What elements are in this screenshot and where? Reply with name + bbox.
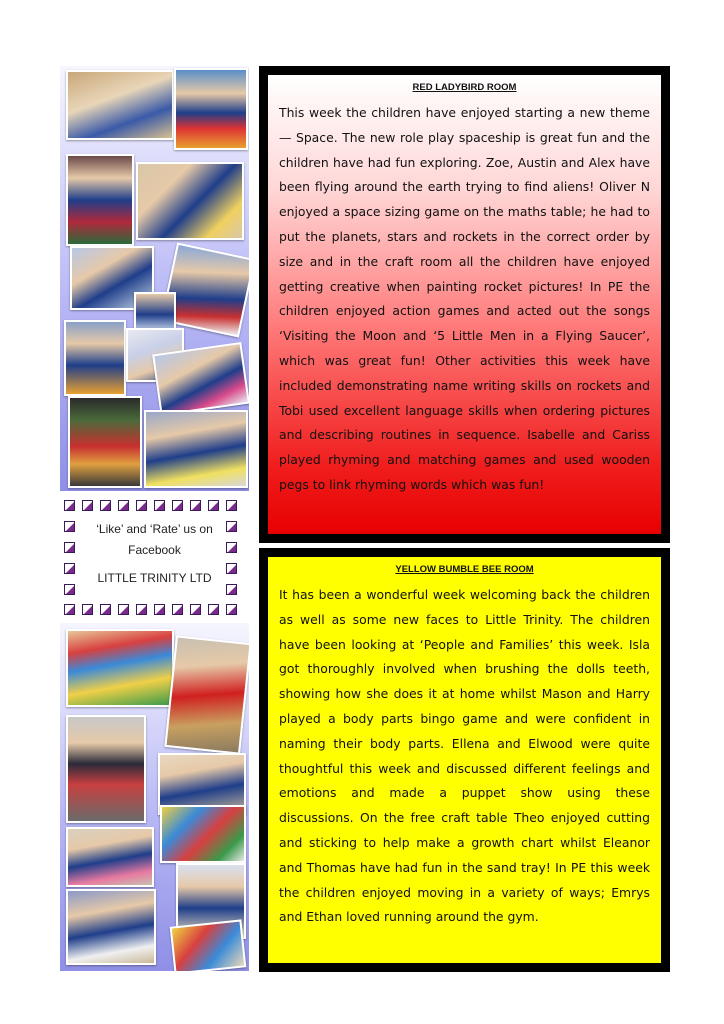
yellow-room-body: It has been a wonderful week welcoming back the children as well as some new faces to Little Trinity. The children have been looking at ‘People and Families’ this week. Isla got thoroughly involved when brushing the dolls teeth, showing how she does it at home whilst Mason and Harry played a body parts bingo game and were confident in naming their body parts. Ellena and Elwood were quite thoughtful this week and discussed different feelings and emotions and made a puppet show using these discussions. On the free craft table Theo enjoyed cutting and sticking to help make a growth chart whilst Eleanor and Thomas have had fun in the sand tray! In PE this week the children enjoyed moving in a variety of ways; Emrys and Ethan loved running around the gym. bbox=[279, 587, 650, 925]
child-craft-photo bbox=[64, 320, 126, 396]
square-icon bbox=[118, 500, 129, 511]
square-icon bbox=[226, 604, 237, 615]
yellow-room-content bbox=[268, 557, 661, 963]
square-icon bbox=[172, 500, 183, 511]
red-ladybird-room-panel bbox=[259, 66, 670, 543]
square-icon bbox=[190, 500, 201, 511]
yellow-room-title: YELLOW BUMBLE BEE ROOM bbox=[395, 564, 534, 575]
outdoor-children-photo bbox=[66, 715, 146, 823]
square-icon bbox=[226, 500, 237, 511]
yellow-bumble-bee-room-panel bbox=[259, 548, 670, 972]
red-room-body: This week the children have enjoyed starting a new theme— Space. The new role play spaceship is great fun and the children have had fun exploring. Zoe, Austin and Alex have been flying around the earth trying to find aliens! Oliver N enjoyed a space sizing game on the maths table; he had to put the planets, stars and rockets in the correct order by size and in the craft room all the children have enjoyed getting creative when painting rocket pictures! In PE the children enjoyed action games and acted out the songs ‘Visiting the Moon and ‘5 Little Men in a Flying Saucer’, which was great fun! Other activities this week have included demonstrating name writing skills on rockets and Tobi used excellent language skills when ordering pictures and describing routines in sequence. Isabelle and Cariss played rhyming and matching games and used wooden pegs to link rhyming words which was fun! bbox=[279, 105, 650, 492]
classroom-photo bbox=[66, 70, 174, 140]
child-photo bbox=[174, 68, 248, 150]
square-icon bbox=[82, 500, 93, 511]
sand-tray-photo bbox=[164, 635, 249, 754]
facebook-box bbox=[60, 496, 249, 620]
child-painting-photo bbox=[66, 154, 134, 246]
children-group-photo bbox=[152, 342, 249, 416]
rocket-painting-photo bbox=[68, 396, 142, 488]
company-name: LITTLE TRINITY LTD bbox=[97, 571, 212, 585]
photo-collage-top bbox=[60, 66, 249, 491]
square-icon bbox=[136, 500, 147, 511]
square-icon bbox=[64, 500, 75, 511]
square-icon bbox=[154, 604, 165, 615]
square-icon bbox=[82, 604, 93, 615]
square-icon bbox=[100, 500, 111, 511]
square-icon bbox=[172, 604, 183, 615]
square-icon bbox=[64, 584, 75, 595]
red-room-content bbox=[268, 75, 661, 534]
red-room-title: RED LADYBIRD ROOM bbox=[412, 82, 517, 93]
puzzle-photo bbox=[170, 919, 247, 971]
square-icon bbox=[136, 604, 147, 615]
square-icon bbox=[226, 584, 237, 595]
child-kitchen-photo bbox=[66, 827, 154, 887]
children-photo bbox=[136, 162, 244, 240]
small-child-photo bbox=[134, 292, 176, 330]
child-drawing-photo bbox=[66, 889, 156, 965]
facebook-label: Facebook bbox=[128, 543, 181, 557]
square-icon bbox=[208, 604, 219, 615]
facebook-like-rate-text: ‘Like’ and ‘Rate’ us on bbox=[96, 522, 213, 536]
square-icon bbox=[208, 500, 219, 511]
square-icon bbox=[118, 604, 129, 615]
square-icon bbox=[190, 604, 201, 615]
square-icon bbox=[64, 604, 75, 615]
square-icon bbox=[100, 604, 111, 615]
square-icon bbox=[154, 500, 165, 511]
puppet-theatre-photo bbox=[66, 629, 174, 707]
star-table-photo bbox=[144, 410, 248, 488]
colour-mat-photo bbox=[160, 805, 246, 863]
photo-collage-bottom bbox=[60, 623, 249, 971]
left-column bbox=[60, 66, 249, 971]
